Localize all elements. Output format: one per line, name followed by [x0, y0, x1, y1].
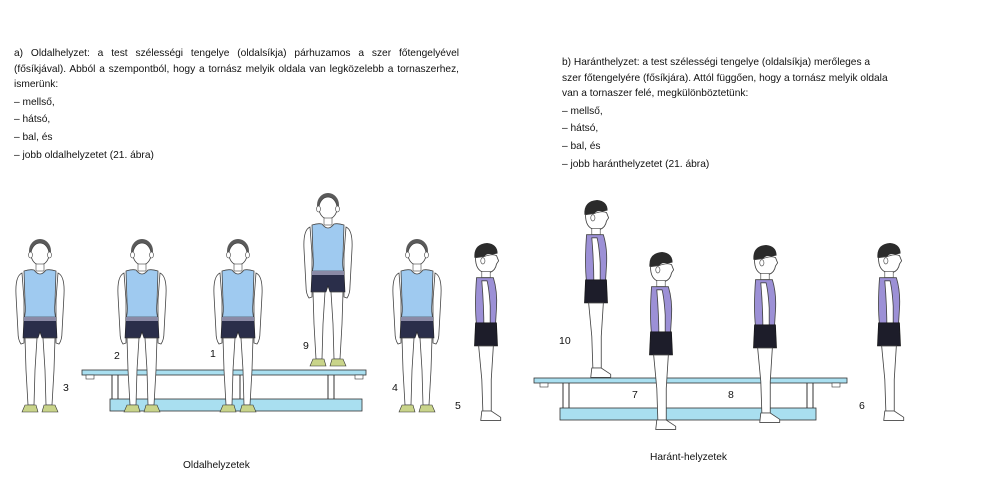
figure-label-1: 1: [210, 348, 216, 360]
right-intro: b) Haránthelyzet: a test szélességi tengelye (oldalsíkja) merőleges a szer főtengelyére (fősíkjára). Attól függően, hogy a tornász melyik oldala van a tornaszer felé, megkülönböztetünk:: [562, 57, 888, 99]
left-list-item: – hátsó,: [14, 114, 51, 126]
left-list-item: – jobb oldalhelyzetet (21. ábra): [14, 149, 154, 161]
right-list-item: – mellső,: [562, 105, 603, 117]
right-caption: Haránt-helyzetek: [650, 452, 728, 463]
right-list-item: – bal, és: [562, 141, 601, 153]
gymnast-figure-8: [753, 245, 779, 422]
right-list-item: – jobb haránthelyzetet (21. ábra): [562, 158, 710, 170]
left-list-item: – bal, és: [14, 132, 53, 144]
figure-label-4: 4: [392, 382, 398, 394]
figure-label-3: 3: [63, 382, 69, 394]
gymnast-figure-2: [118, 239, 166, 412]
gymnast-figure-10: [584, 200, 610, 377]
right-list-item: – hátsó,: [562, 123, 599, 135]
gymnast-figure-5: [474, 243, 500, 420]
figure-label-2: 2: [114, 350, 120, 362]
left-intro: a) Oldalhelyzet: a test szélességi tengelye (oldalsíkja) párhuzamos a szer főtengelyével (fősíkjával). Abból a szempontból, hogy a tornász melyik oldala van legközelebb a tornaszerhez, ismerünk:: [14, 48, 459, 90]
gymnast-figure-4: [393, 239, 441, 412]
figure-label-8: 8: [728, 389, 734, 401]
gymnast-figure-9: [304, 193, 352, 366]
figure-label-6: 6: [859, 400, 865, 412]
figure-label-10: 10: [559, 335, 571, 347]
gymnast-figure-3: [16, 239, 64, 412]
gymnast-figure-1: [214, 239, 262, 412]
right-beam: [534, 378, 847, 420]
left-list-item: – mellső,: [14, 96, 55, 108]
figure-label-5: 5: [455, 400, 461, 412]
gymnast-figure-6: [877, 243, 903, 420]
gymnast-figure-7: [649, 252, 675, 429]
figure-label-7: 7: [632, 389, 638, 401]
left-caption: Oldalhelyzetek: [183, 460, 250, 471]
figure-label-9: 9: [303, 340, 309, 352]
